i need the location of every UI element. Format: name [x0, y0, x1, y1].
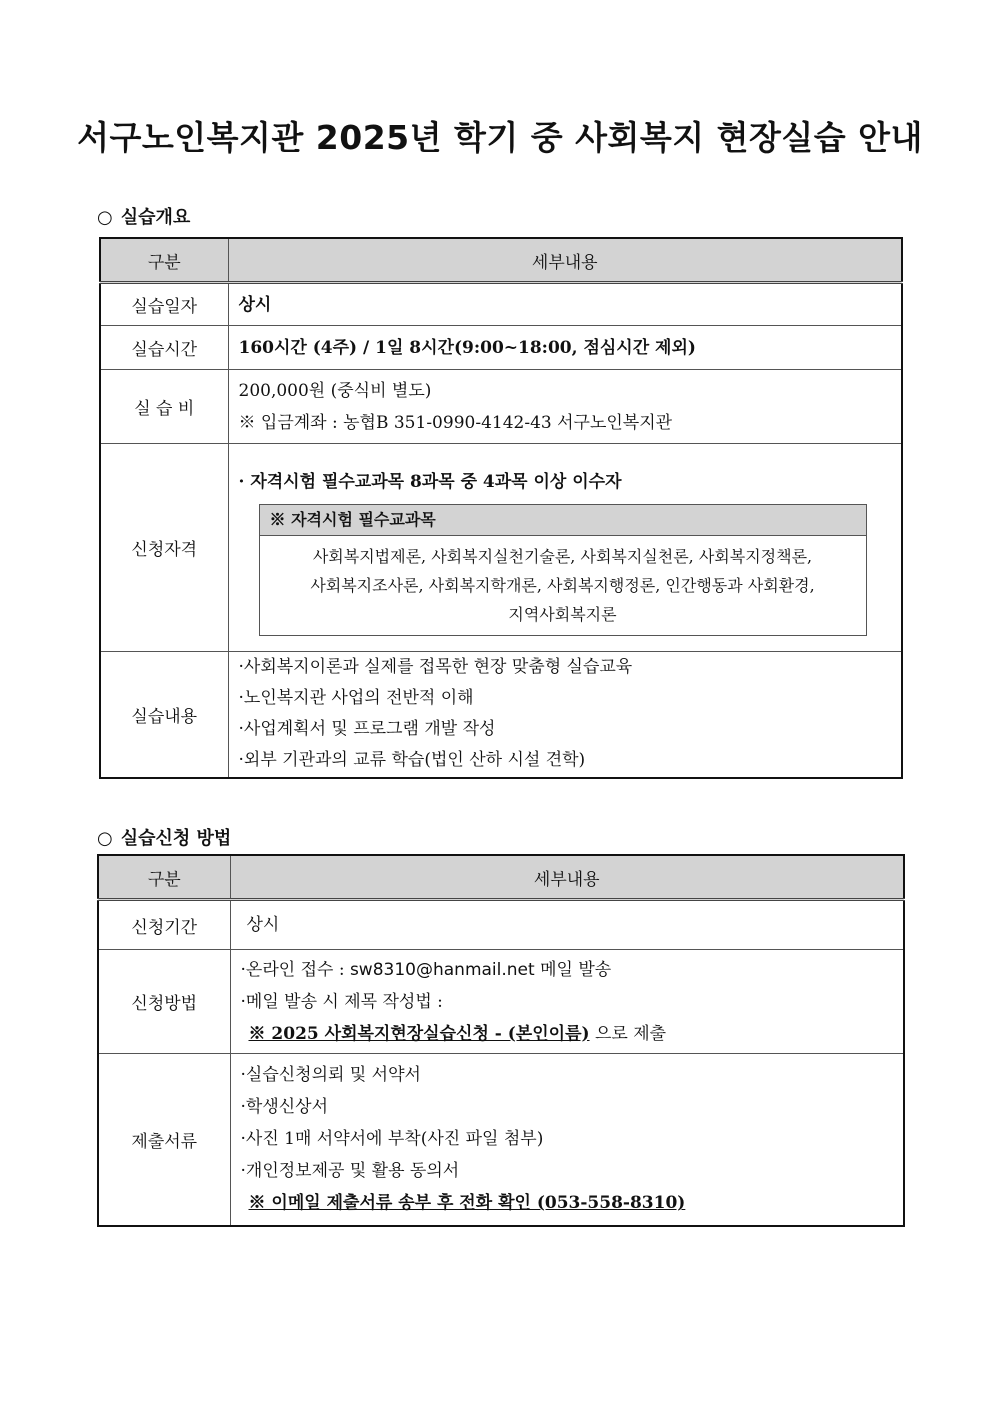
row-label-date: 실습일자 [100, 283, 228, 326]
table-row [100, 444, 902, 652]
content-item: ·사회복지이론과 실제를 접목한 현장 맞춤형 실습교육 [238, 657, 633, 678]
section-heading-application [97, 824, 231, 850]
table-header-category: 구분 [98, 855, 230, 900]
document-item: ·개인정보제공 및 활용 동의서 [240, 1161, 460, 1182]
row-value-method [230, 950, 904, 1054]
subjects-line: 지역사회복지론 [508, 604, 617, 624]
method-online-prefix: ·온라인 접수 : [240, 959, 350, 980]
table-header-category: 구분 [100, 238, 228, 283]
table-row [100, 370, 902, 444]
circle-bullet-icon: ○ [97, 207, 113, 228]
row-value-qualification [228, 444, 902, 652]
row-value-hours: 160시간 (4주) / 1일 8시간(9:00~18:00, 점심시간 제외) [228, 326, 902, 370]
overview-table [99, 237, 903, 779]
content-item: ·외부 기관과의 교류 학습(법인 산하 시설 견학) [238, 750, 586, 771]
row-label-period: 신청기간 [98, 900, 230, 950]
table-header-details: 세부내용 [228, 238, 902, 283]
row-label-method: 신청방법 [98, 950, 230, 1054]
row-value-documents [230, 1054, 904, 1226]
document-item: ·실습신청의뢰 및 서약서 [240, 1065, 421, 1086]
table-header-details: 세부내용 [230, 855, 904, 900]
method-online-suffix: 메일 발송 [534, 959, 612, 980]
row-value-content [228, 652, 902, 778]
method-line-subject: ·메일 발송 시 제목 작성법 : [240, 991, 443, 1012]
subjects-line: 사회복지법제론, 사회복지실천기술론, 사회복지실천론, 사회복지정책론, [312, 546, 813, 566]
table-row [98, 950, 904, 1054]
content-item: ·노인복지관 사업의 전반적 이해 [238, 688, 474, 709]
section-heading-label: 실습신청 방법 [120, 828, 232, 849]
documents-note: ※ 이메일 제출서류 송부 후 전화 확인 (053-558-8310) [248, 1193, 686, 1214]
row-value-fee [228, 370, 902, 444]
row-label-hours: 실습시간 [100, 326, 228, 370]
table-row [100, 652, 902, 778]
required-subjects-title: ※ 자격시험 필수교과목 [260, 505, 866, 536]
row-label-fee: 실 습 비 [100, 370, 228, 444]
method-line-format [241, 1018, 904, 1050]
table-row [98, 900, 904, 950]
row-label-qualification: 신청자격 [100, 444, 228, 652]
document-item: ·학생신상서 [240, 1097, 329, 1118]
method-line-online [241, 954, 904, 986]
required-subjects-list [260, 536, 866, 635]
row-label-content: 실습내용 [100, 652, 228, 778]
application-table [97, 854, 905, 1227]
document-item: ·사진 1매 서약서에 부착(사진 파일 첨부) [240, 1129, 544, 1150]
table-row [100, 283, 902, 326]
row-value-period: 상시 [230, 900, 904, 950]
circle-bullet-icon: ○ [97, 828, 113, 849]
table-row [98, 1054, 904, 1226]
subject-format-suffix: 으로 제출 [589, 1023, 667, 1044]
table-row [100, 326, 902, 370]
section-heading-overview [97, 203, 190, 229]
subjects-line: 사회복지조사론, 사회복지학개론, 사회복지행정론, 인간행동과 사회환경, [310, 575, 815, 595]
required-subjects-box [259, 504, 867, 636]
row-label-documents: 제출서류 [98, 1054, 230, 1226]
section-heading-label: 실습개요 [120, 207, 191, 228]
contact-email[interactable]: sw8310@hanmail.net [349, 959, 535, 980]
page-title: 서구노인복지관 2025년 학기 중 사회복지 현장실습 안내 [77, 118, 923, 157]
row-value-date: 상시 [228, 283, 902, 326]
subject-format: ※ 2025 사회복지현장실습신청 - (본인이름) [248, 1023, 590, 1044]
qualification-main: · 자격시험 필수교과목 8과목 중 4과목 이상 이수자 [238, 471, 622, 492]
fee-account: ※ 입금계좌 : 농협B 351-0990-4142-43 서구노인복지관 [238, 412, 673, 433]
fee-amount: 200,000원 (중식비 별도) [238, 380, 432, 401]
content-item: ·사업계획서 및 프로그램 개발 작성 [238, 719, 496, 740]
